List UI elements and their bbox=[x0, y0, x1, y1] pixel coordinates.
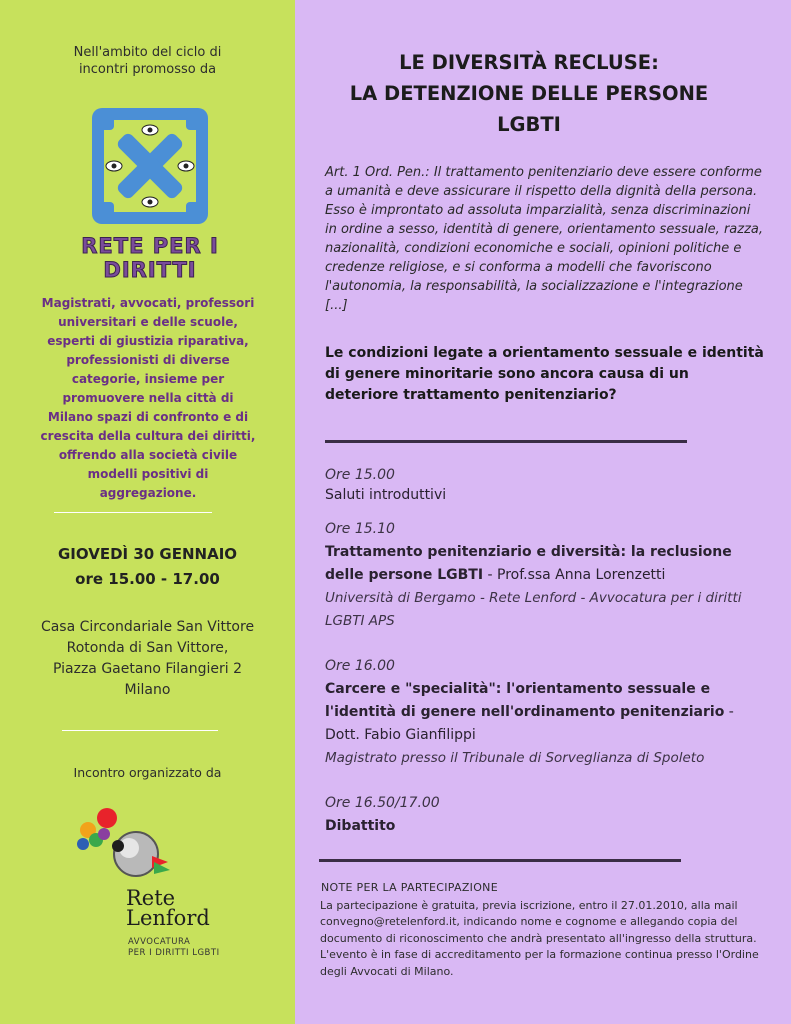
venue-line: Rotonda di San Vittore, bbox=[66, 640, 229, 656]
rete-lenford-logo-icon bbox=[74, 806, 174, 886]
talk-speaker: - Prof.ssa Anna Lorenzetti bbox=[483, 567, 666, 583]
title-line: LE DIVERSITÀ RECLUSE: bbox=[399, 51, 659, 74]
program-time: Ore 15.10 bbox=[325, 521, 395, 537]
rete-per-i-diritti-logo-icon bbox=[92, 108, 208, 224]
program-talk bbox=[325, 815, 757, 838]
brand-name: RETE PER I DIRITTI bbox=[81, 234, 219, 282]
lenford-name-line: Lenford bbox=[126, 906, 210, 930]
divider bbox=[325, 440, 687, 443]
article-quote: Art. 1 Ord. Pen.: Il trattamento penitenziario deve essere conforme a umanità e deve assicurare il rispetto della dignità della persona. Esso è improntato ad assoluta imparzialità, senza discriminazioni in ordine a sesso, identità di genere, orientamento sessuale, razza, nazionalità, condizioni economiche e sociali, opinioni politiche e credenze religiose, e si conforma a modelli che favoriscono l'autonomia, la responsabilità, la socializzazione e l'integrazione [...] bbox=[325, 165, 763, 313]
divider bbox=[319, 859, 681, 862]
program-time: Ore 15.00 bbox=[325, 467, 395, 483]
lenford-sub-line: PER I DIRITTI LGBTI bbox=[128, 948, 220, 958]
talk-title: Dibattito bbox=[325, 818, 396, 834]
lenford-subtitle bbox=[128, 937, 220, 959]
program-text: Saluti introduttivi bbox=[325, 487, 447, 503]
venue-line: Casa Circondariale San Vittore bbox=[40, 619, 255, 635]
title-line: LGBTI bbox=[497, 113, 561, 136]
program-item bbox=[325, 465, 757, 505]
program-time: Ore 16.00 bbox=[325, 658, 395, 674]
right-column bbox=[295, 0, 791, 1024]
talk-affiliation: Magistrato presso il Tribunale di Sorveglianza di Spoleto bbox=[325, 750, 705, 766]
notes-text: La partecipazione è gratuita, previa iscrizione, entro il 27.01.2010, alla mail convegno@retelenford.it, indicando nome e cognome e allegando copia del documento di riconoscimento che andrà presentato all'ingresso della struttura. L'evento è in fase di accreditamento per la formazione continua presso l'Ordine degli Avvocati di Milano. bbox=[320, 899, 759, 978]
program-talk bbox=[325, 678, 757, 747]
key-question: Le condizioni legate a orientamento sessuale e identità di genere minoritarie sono ancora causa di un deteriore trattamento penitenziario? bbox=[325, 345, 764, 403]
talk-affiliation: Università di Bergamo - Rete Lenford - Avvocatura per i diritti LGBTI APS bbox=[325, 590, 742, 629]
date-time: ore 15.00 - 17.00 bbox=[75, 570, 220, 588]
talk-title: Trattamento penitenziario e diversità: la reclusione delle persone LGBTI bbox=[325, 544, 732, 583]
divider bbox=[54, 512, 212, 513]
program-item bbox=[325, 793, 757, 838]
venue-line: Milano bbox=[124, 682, 171, 698]
lenford-name-line: Rete bbox=[126, 886, 176, 910]
program-item bbox=[325, 519, 757, 633]
venue bbox=[0, 617, 295, 701]
lenford-name bbox=[126, 888, 210, 928]
left-column bbox=[0, 0, 295, 1024]
notes-title: NOTE PER LA PARTECIPAZIONE bbox=[321, 881, 498, 894]
program-item bbox=[325, 656, 757, 770]
date-day: GIOVEDÌ 30 GENNAIO bbox=[57, 545, 238, 563]
title-line: LA DETENZIONE DELLE PERSONE bbox=[349, 82, 709, 105]
mission-text: Magistrati, avvocati, professori universitari e delle scuole, esperti di giustizia riparativa, professionisti di diverse categorie, insieme per promuovere nella città di Milano spazi di confronto e di crescita della cultura dei diritti, offrendo alla società civile modelli positivi di aggregazione. bbox=[40, 296, 256, 500]
divider bbox=[62, 730, 218, 731]
talk-title: Carcere e "specialità": l'orientamento sessuale e l'identità di genere nell'ordinamento penitenziario bbox=[325, 681, 725, 720]
organized-by-label: Incontro organizzato da bbox=[73, 765, 222, 780]
talk-speaker: - Dott. Fabio Gianfilippi bbox=[325, 704, 734, 743]
lenford-sub-line: AVVOCATURA bbox=[128, 937, 191, 947]
page-title bbox=[295, 47, 763, 140]
program-time: Ore 16.50/17.00 bbox=[325, 795, 440, 811]
intro-text: Nell'ambito del ciclo di incontri promosso da bbox=[73, 45, 222, 77]
venue-line: Piazza Gaetano Filangieri 2 bbox=[53, 661, 242, 677]
event-date bbox=[0, 542, 295, 592]
program-talk bbox=[325, 541, 757, 587]
